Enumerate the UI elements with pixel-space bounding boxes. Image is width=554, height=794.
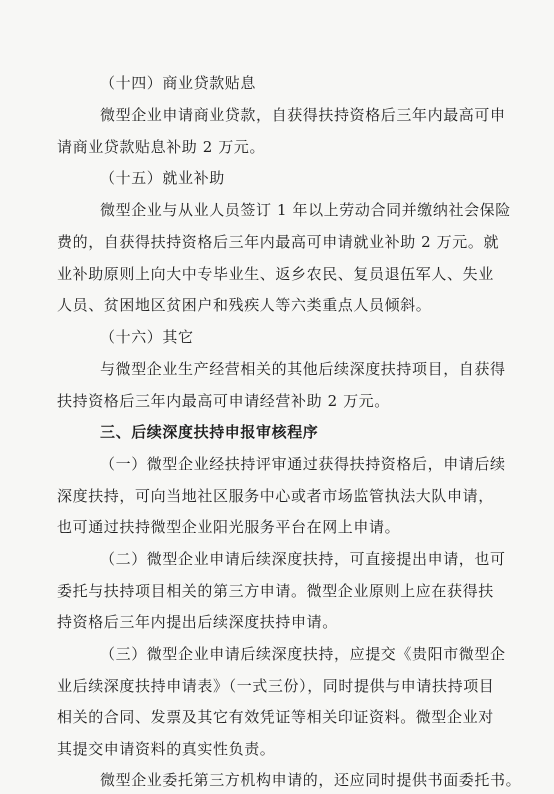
paragraph-line: 人员、贫困地区贫困户和残疾人等六类重点人员倾斜。 — [57, 296, 432, 314]
paragraph-line: 与微型企业生产经营相关的其他后续深度扶持项目，自获得 — [100, 360, 506, 378]
heading-other: （十六）其它 — [100, 328, 194, 346]
section-heading-application-procedure: 三、后续深度扶持申报审核程序 — [100, 423, 319, 441]
paragraph-line: 业补助原则上向大中专毕业生、返乡农民、复员退伍军人、失业 — [57, 265, 494, 283]
paragraph-line: 微型企业委托第三方机构申请的，还应同时提供书面委托书。 — [100, 771, 522, 789]
paragraph-line: （一）微型企业经扶持评审通过获得扶持资格后，申请后续 — [100, 455, 506, 473]
paragraph-line: 微型企业申请商业贷款，自获得扶持资格后三年内最高可申 — [100, 106, 506, 124]
paragraph-line: 业后续深度扶持申请表》（一式三份），同时提供与申请扶持项目 — [57, 677, 495, 695]
paragraph-line: 费的，自获得扶持资格后三年内最高可申请就业补助 2 万元。就 — [57, 233, 500, 251]
paragraph-line: 委托与扶持项目相关的第三方申请。微型企业原则上应在获得扶 — [57, 582, 494, 600]
heading-employment-subsidy: （十五）就业补助 — [100, 169, 225, 187]
paragraph-line: （三）微型企业申请后续深度扶持，应提交《贵阳市微型企 — [100, 645, 506, 663]
paragraph-line: 请商业贷款贴息补助 2 万元。 — [57, 138, 266, 156]
paragraph-line: 也可通过扶持微型企业阳光服务平台在网上申请。 — [57, 518, 401, 536]
paragraph-line: 深度扶持，可向当地社区服务中心或者市场监管执法大队申请， — [57, 487, 494, 505]
paragraph-line: 其提交申请资料的真实性负责。 — [57, 740, 276, 758]
paragraph-line: 微型企业与从业人员签订 1 年以上劳动合同并缴纳社会保险 — [100, 201, 511, 219]
paragraph-line: 持资格后三年内提出后续深度扶持申请。 — [57, 613, 338, 631]
paragraph-line: （二）微型企业申请后续深度扶持，可直接提出申请，也可 — [100, 550, 506, 568]
paragraph-line: 相关的合同、发票及其它有效凭证等相关印证资料。微型企业对 — [57, 708, 494, 726]
heading-commercial-loan-subsidy: （十四）商业贷款贴息 — [100, 74, 257, 92]
paragraph-line: 扶持资格后三年内最高可申请经营补助 2 万元。 — [57, 392, 390, 410]
